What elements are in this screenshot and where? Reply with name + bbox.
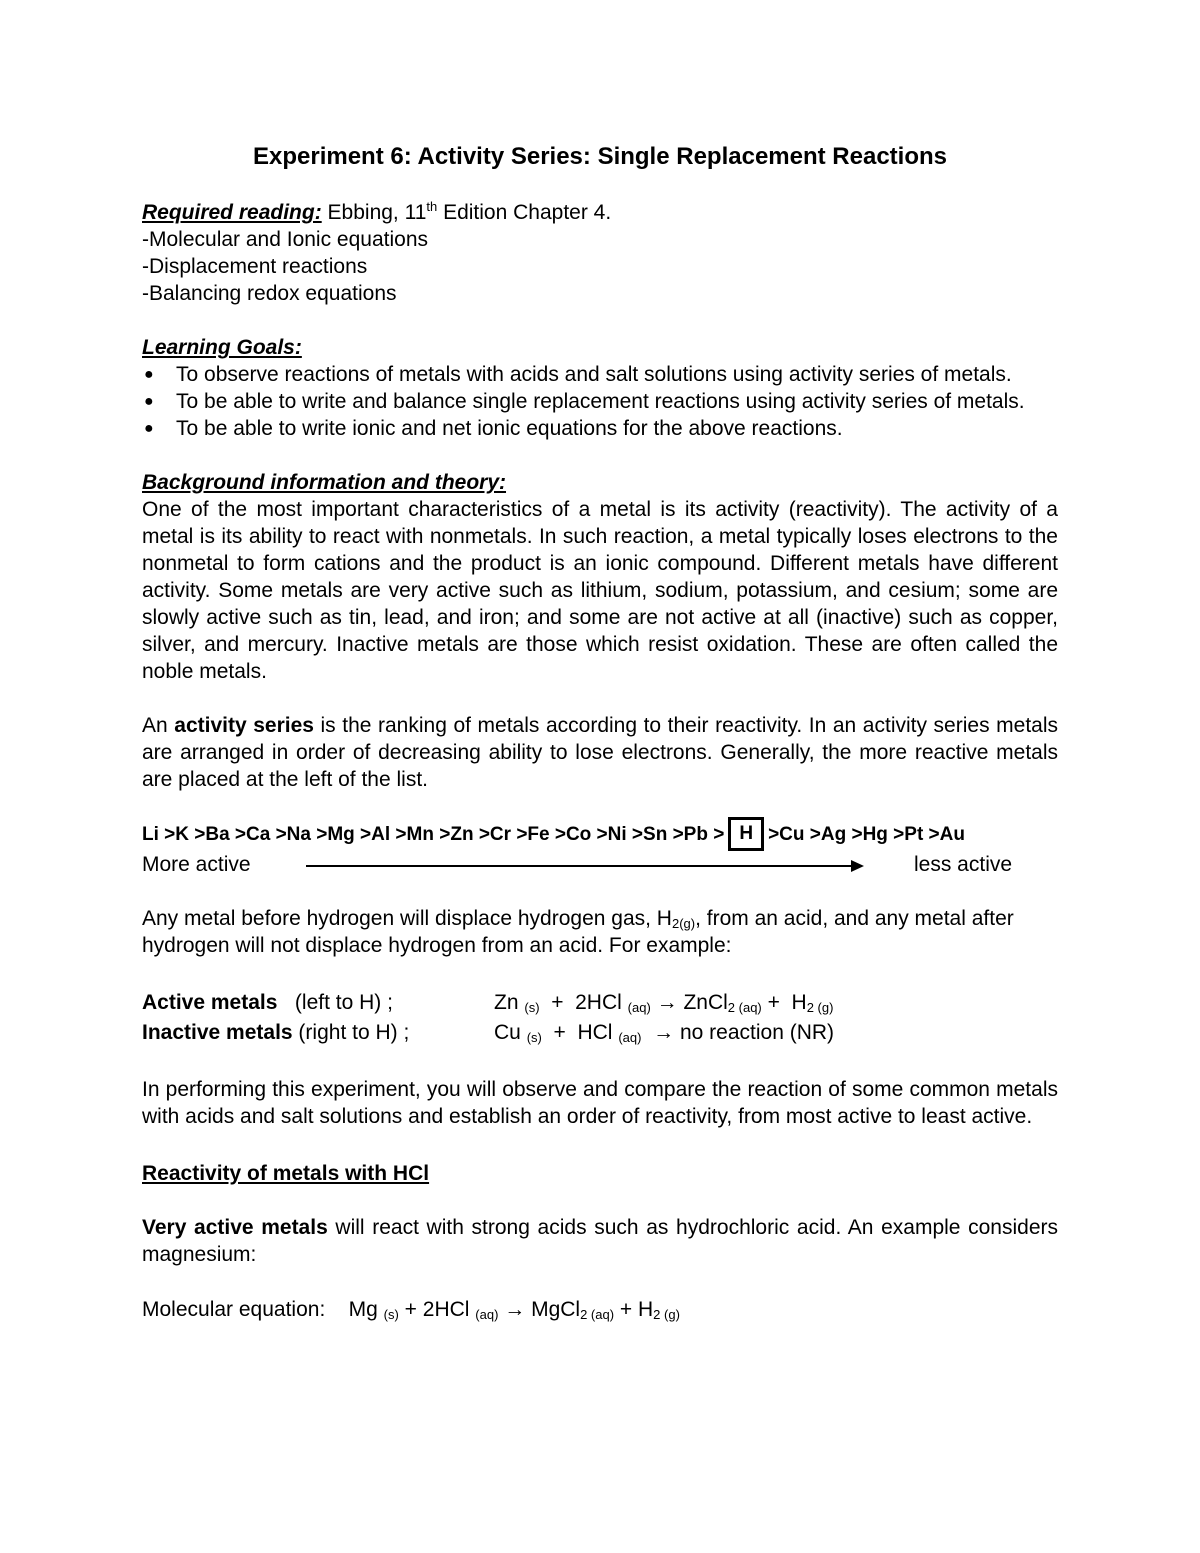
inactive-metals-example: Inactive metals (right to H) ; Cu $_{(s)}$ + HCl $_{(aq)}$ → no reaction (NR) bbox=[142, 1021, 835, 1045]
activity-series bbox=[142, 817, 1058, 851]
right-arrow-icon bbox=[306, 859, 866, 873]
series-before-h: Li >K >Ba >Ca >Na >Mg >Al >Mn >Zn >Cr >Fe >Co >Ni >Sn >Pb > bbox=[142, 823, 725, 845]
very-active-paragraph: Very active metals will react with strong acids such as hydrochloric acid. An example considers magnesium: bbox=[142, 1216, 1058, 1266]
reading-item: -Displacement reactions bbox=[142, 255, 368, 278]
background-heading: Background information and theory: bbox=[142, 471, 507, 494]
bullet-icon: ● bbox=[144, 393, 154, 410]
activity-direction bbox=[142, 851, 1058, 878]
required-reading-text: Ebbing, 11th Edition Chapter 4. bbox=[327, 199, 612, 224]
inactive-metals-equation: Cu $_{(s)}$ + HCl $_{(aq)}$ → no reaction (NR) bbox=[494, 1021, 835, 1045]
list-item: ● To observe reactions of metals with acids and salt solutions using activity series of metals. bbox=[144, 363, 1012, 386]
document-content bbox=[142, 142, 1058, 1323]
reading-item: -Balancing redox equations bbox=[142, 282, 397, 305]
active-metals-label: Active metals bbox=[142, 991, 278, 1014]
hcl-heading: Reactivity of metals with HCl bbox=[142, 1162, 430, 1185]
molecular-equation-label: Molecular equation: bbox=[142, 1298, 326, 1321]
molecular-equation: Molecular equation: Mg $_{(s)}$ + 2HCl $_{(aq)}$ → MgCl$_{2 (aq)}$ + $H_{2 (g)}$ bbox=[142, 1298, 680, 1322]
performing-paragraph: In performing this experiment, you will observe and compare the reaction of some common metals with acids and salt solutions and establish an order of reactivity, from most active to least active. bbox=[142, 1078, 1058, 1128]
background-paragraph: One of the most important characteristics of a metal is its activity (reactivity). The activity of a metal is its ability to react with nonmetals. In such reaction, a metal typically loses electrons to the nonmetal to form cations and the product is an ionic compound. Different metals have different activity. Some metals are very active such as lithium, sodium, potassium, and cesium; some are slowly active such as tin, lead, and iron; and some are not active at all (inactive) such as copper, silver, and mercury. Inactive metals are those which resist oxidation. These are often called the noble metals. bbox=[142, 498, 1058, 683]
hydrogen-paragraph: Any metal before hydrogen will displace hydrogen gas, $H_{2(g)}$, from an acid, and any metal after hydrogen will not displace hydrogen from an acid. For example: bbox=[142, 907, 1014, 957]
activity-series-paragraph: An activity series is the ranking of metals according to their reactivity. In an activity series metals are arranged in order of decreasing ability to lose electrons. Generally, the more reactive metals are placed at the left of the list. bbox=[142, 714, 1058, 791]
learning-goals-list bbox=[142, 361, 1058, 442]
bullet-icon: ● bbox=[144, 420, 154, 437]
hydrogen-box: H bbox=[728, 817, 764, 851]
series-after-h: >Cu >Ag >Hg >Pt >Au bbox=[768, 823, 965, 845]
required-reading bbox=[142, 199, 1058, 226]
active-metals-example: Active metals (left to H) ; Zn $_{(s)}$ + 2HCl $_{(aq)}$ → ZnCl$_{2 (aq)}$ + $H_{2 (g)}$ bbox=[142, 991, 834, 1015]
bullet-icon: ● bbox=[144, 366, 154, 383]
list-item: ● To be able to write ionic and net ionic equations for the above reactions. bbox=[144, 417, 843, 440]
required-reading-label: Required reading: bbox=[142, 201, 322, 224]
less-active-label: less active bbox=[914, 853, 1013, 876]
page-title: Experiment 6: Activity Series: Single Replacement Reactions bbox=[252, 143, 948, 170]
list-item: ● To be able to write and balance single replacement reactions using activity series of metals. bbox=[144, 390, 1025, 413]
inactive-metals-label: Inactive metals bbox=[142, 1021, 293, 1044]
learning-goals-heading: Learning Goals: bbox=[142, 336, 302, 359]
more-active-label: More active bbox=[142, 853, 251, 876]
reading-item: -Molecular and Ionic equations bbox=[142, 228, 429, 251]
active-metals-equation: Zn $_{(s)}$ + 2HCl $_{(aq)}$ → ZnCl$_{2 (aq)}$ + $H_{2 (g)}$ bbox=[494, 991, 834, 1015]
